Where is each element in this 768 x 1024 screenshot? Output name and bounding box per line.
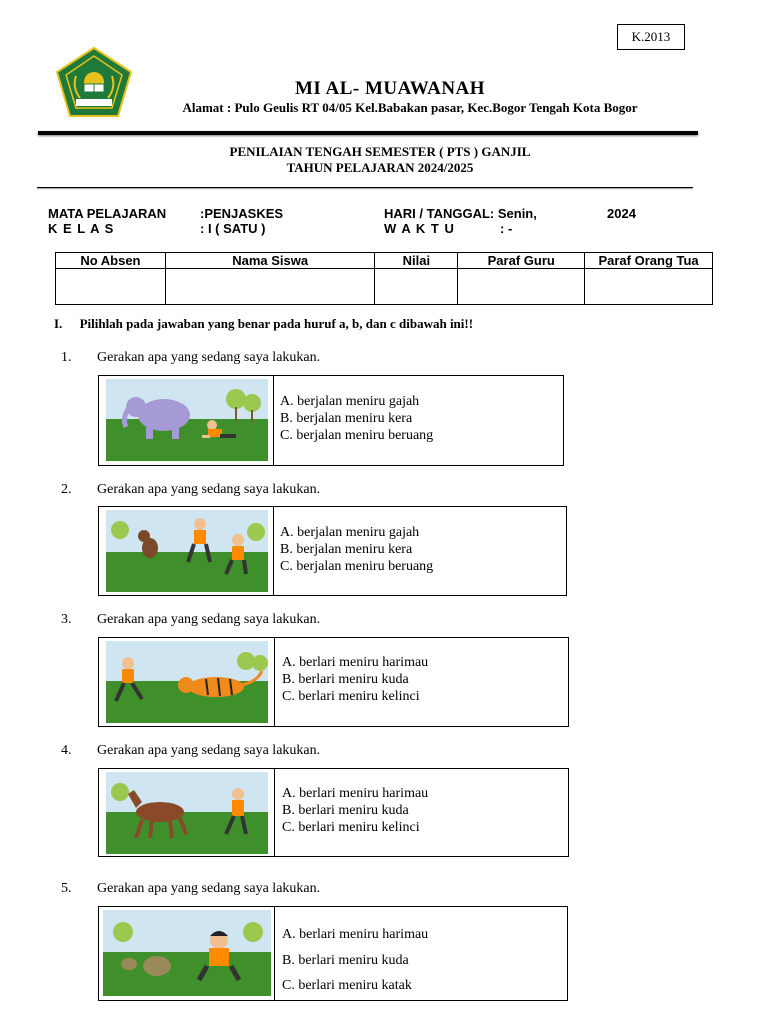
question-1-options: [280, 393, 433, 444]
question-5-image-cell: [99, 907, 275, 1000]
section-instruction: [54, 316, 473, 332]
school-address: Alamat : Pulo Geulis RT 04/05 Kel.Babakan pasar, Kec.Bogor Tengah Kota Bogor: [182, 100, 638, 115]
exam-title-line2: TAHUN PELAJARAN 2024/2025: [286, 160, 474, 175]
question-5-option-c[interactable]: C. berlari meniru katak: [282, 978, 412, 993]
time-value: : -: [500, 221, 513, 236]
header-paraf-orang-tua: Paraf Orang Tua: [585, 253, 713, 269]
question-3-option-a[interactable]: A. berlari meniru harimau: [282, 655, 429, 670]
question-4-options: [282, 785, 428, 836]
question-5-number: 5.: [61, 881, 72, 896]
question-2-number: 2.: [61, 482, 72, 497]
question-1-option-c[interactable]: C. berjalan meniru beruang: [280, 428, 434, 443]
horse-run-illustration: [106, 772, 268, 854]
question-2-box: [98, 506, 567, 596]
question-2-option-a[interactable]: A. berjalan meniru gajah: [280, 525, 420, 540]
question-1-number: 1.: [61, 350, 72, 365]
header-nilai: Nilai: [375, 253, 458, 269]
school-name: MI AL- MUAWANAH: [294, 78, 486, 99]
school-logo: [54, 46, 134, 118]
question-2-text: Gerakan apa yang sedang saya lakukan.: [97, 482, 321, 497]
question-2-image-cell: [99, 507, 274, 595]
title-divider: [37, 187, 693, 188]
question-1-option-b[interactable]: B. berjalan meniru kera: [280, 411, 413, 426]
question-4-number: 4.: [61, 743, 72, 758]
question-4-box: [98, 768, 569, 857]
monkey-walk-illustration: [106, 510, 268, 592]
question-1-option-a[interactable]: A. berjalan meniru gajah: [280, 394, 420, 409]
cell-nilai[interactable]: [375, 269, 458, 305]
section-number: I.: [54, 316, 63, 331]
question-1-text: Gerakan apa yang sedang saya lakukan.: [97, 350, 321, 365]
time-label: W A K T U: [384, 221, 455, 236]
question-4-text: Gerakan apa yang sedang saya lakukan.: [97, 743, 321, 758]
question-5-text: Gerakan apa yang sedang saya lakukan.: [97, 881, 321, 896]
question-3-options: [282, 654, 428, 705]
question-3-image-cell: [99, 638, 275, 726]
elephant-walk-illustration: [106, 379, 268, 461]
question-4-option-c[interactable]: C. berlari meniru kelinci: [282, 820, 420, 835]
cell-no-absen[interactable]: [56, 269, 166, 305]
question-5-box: [98, 906, 568, 1001]
question-3-box: [98, 637, 569, 727]
question-4-image-cell: [99, 769, 275, 856]
subject-value: :PENJASKES: [200, 206, 284, 221]
exam-title-line1: PENILAIAN TENGAH SEMESTER ( PTS ) GANJIL: [229, 144, 531, 159]
header-nama-siswa: Nama Siswa: [165, 253, 375, 269]
day-label: HARI / TANGGAL: Senin,: [384, 206, 537, 221]
header-paraf-guru: Paraf Guru: [458, 253, 585, 269]
score-table: [55, 252, 713, 305]
question-5-option-a[interactable]: A. berlari meniru harimau: [282, 927, 429, 942]
question-3-number: 3.: [61, 612, 72, 627]
cell-nama-siswa[interactable]: [165, 269, 375, 305]
subject-label: MATA PELAJARAN: [48, 206, 167, 221]
question-3-option-b[interactable]: B. berlari meniru kuda: [282, 672, 409, 687]
question-2-option-b[interactable]: B. berjalan meniru kera: [280, 542, 413, 557]
cell-paraf-orang-tua[interactable]: [585, 269, 713, 305]
day-year: 2024: [607, 206, 636, 221]
question-3-option-c[interactable]: C. berlari meniru kelinci: [282, 689, 420, 704]
exam-title: [170, 144, 590, 176]
header-divider: [38, 131, 698, 135]
class-label: K E L A S: [48, 221, 115, 236]
class-value: : I ( SATU ): [200, 221, 266, 236]
question-2-option-c[interactable]: C. berjalan meniru beruang: [280, 559, 434, 574]
question-2-options: [280, 524, 433, 575]
curriculum-code-box: K.2013: [617, 24, 685, 50]
question-5-options: [282, 922, 428, 999]
question-3-text: Gerakan apa yang sedang saya lakukan.: [97, 612, 321, 627]
frog-jump-illustration: [103, 910, 271, 996]
question-4-option-a[interactable]: A. berlari meniru harimau: [282, 786, 429, 801]
tiger-run-illustration: [106, 641, 268, 723]
question-1-image-cell: [99, 376, 274, 465]
question-4-option-b[interactable]: B. berlari meniru kuda: [282, 803, 409, 818]
header-no-absen: No Absen: [56, 253, 166, 269]
section-instruction-text: Pilihlah pada jawaban yang benar pada huruf a, b, dan c dibawah ini!!: [79, 316, 474, 331]
question-1-box: [98, 375, 564, 466]
question-5-option-b[interactable]: B. berlari meniru kuda: [282, 952, 409, 968]
cell-paraf-guru[interactable]: [458, 269, 585, 305]
